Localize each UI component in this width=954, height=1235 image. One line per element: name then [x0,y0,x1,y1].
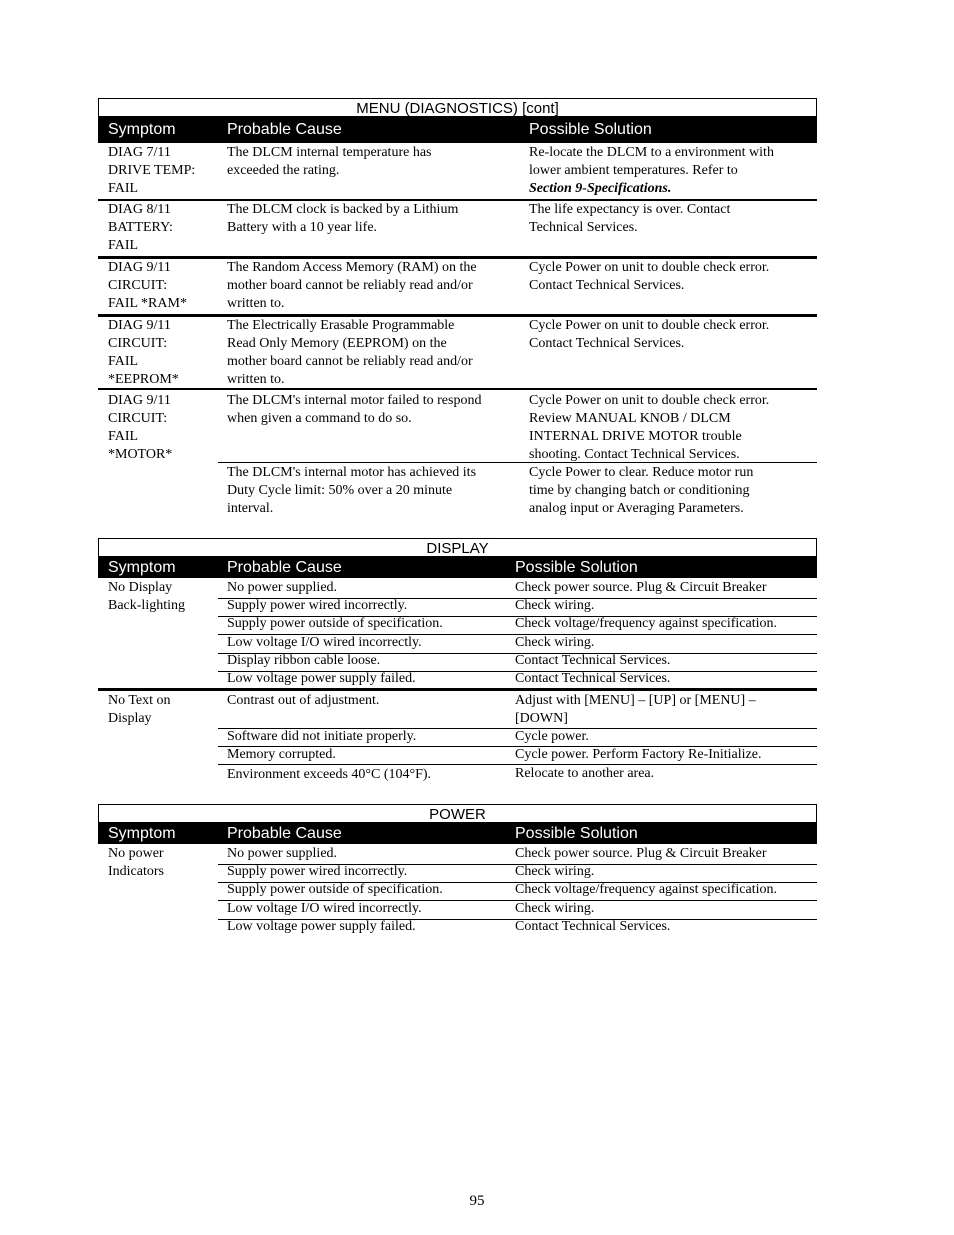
row-solution: The life expectancy is over. Contact Technical Services. [529,202,731,235]
row-divider [98,388,817,390]
row-symptom: DIAG 9/11 CIRCUIT: FAIL *EEPROM* [108,318,179,387]
specifications-reference: Section 9-Specifications. [529,181,672,196]
row-solution: Check wiring. [515,901,595,916]
group-symptom: No power Indicators [108,846,164,879]
row-cause: The DLCM's internal motor has achieved its Duty Cycle limit: 50% over a 20 minute interval. [227,465,477,516]
power-header-row [98,823,817,844]
row-symptom: DIAG 9/11 CIRCUIT: FAIL *RAM* [108,260,187,311]
row-symptom: DIAG 7/11 DRIVE TEMP: FAIL [108,145,196,196]
row-solution: Check voltage/frequency against specification. [515,882,778,897]
cause-header: Probable Cause [227,825,342,842]
group-symptom: No Text on Display [108,693,171,726]
diagnostics-table [98,98,817,523]
row-cause: Software did not initiate properly. [227,729,417,744]
symptom-header: Symptom [108,825,176,842]
row-solution: Cycle power. [515,729,589,744]
row-solution: Check wiring. [515,635,595,650]
row-divider [218,462,817,463]
row-cause: Low voltage power supply failed. [227,671,416,686]
display-header-row [98,557,817,578]
row-cause: Display ribbon cable loose. [227,653,381,668]
power-table [98,804,817,944]
row-solution: Check wiring. [515,864,595,879]
row-cause: No power supplied. [227,580,338,595]
row-solution: Cycle power. Perform Factory Re-Initialize. [515,747,762,762]
row-cause: The DLCM clock is backed by a Lithium Battery with a 10 year life. [227,202,459,235]
row-solution: Relocate to another area. [515,766,655,781]
solution-header: Possible Solution [515,559,638,576]
group-symptom: No Display Back-lighting [108,580,185,613]
solution-header: Possible Solution [515,825,638,842]
display-table [98,538,817,808]
row-solution: Cycle Power on unit to double check error. Review MANUAL KNOB / DLCM INTERNAL DRIVE MOTOR trouble shooting. Contact Technical Services. [529,393,770,462]
row-cause: Supply power wired incorrectly. [227,598,408,613]
diagnostics-body [98,143,817,523]
row-cause: The Random Access Memory (RAM) on the mother board cannot be reliably read and/or written to. [227,260,477,311]
row-cause: Low voltage I/O wired incorrectly. [227,635,422,650]
symptom-header: Symptom [108,559,176,576]
cause-header: Probable Cause [227,559,342,576]
row-solution: Adjust with [MENU] – [UP] or [MENU] – [DOWN] [515,693,756,726]
power-body [98,844,817,944]
row-cause: Supply power outside of specification. [227,616,443,631]
group-divider [98,688,817,691]
row-solution: Contact Technical Services. [515,671,671,686]
row-solution: Cycle Power on unit to double check error. Contact Technical Services. [529,318,770,351]
row-solution: Contact Technical Services. [515,919,671,934]
row-symptom: DIAG 9/11 CIRCUIT: FAIL *MOTOR* [108,393,173,462]
row-solution [529,144,774,198]
row-solution: Check voltage/frequency against specification. [515,616,778,631]
row-symptom: DIAG 8/11 BATTERY: FAIL [108,202,173,253]
symptom-header: Symptom [108,121,176,138]
display-title: DISPLAY [98,538,817,557]
row-cause: Low voltage power supply failed. [227,919,416,934]
row-cause: The DLCM's internal motor failed to respond when given a command to do so. [227,393,482,426]
row-cause: The DLCM internal temperature has exceeded the rating. [227,145,432,178]
row-solution: Check power source. Plug & Circuit Breaker [515,846,767,861]
row-cause: Memory corrupted. [227,747,336,762]
row-cause: Low voltage I/O wired incorrectly. [227,901,422,916]
row-cause: Supply power outside of specification. [227,882,443,897]
row-cause: Environment exceeds 40°C (104°F). [227,767,432,782]
power-title: POWER [98,804,817,823]
row-cause: Supply power wired incorrectly. [227,864,408,879]
diagnostics-header-row [98,117,817,143]
display-body [98,578,817,808]
row-solution-text: Re-locate the DLCM to a environment with lower ambient temperatures. Refer to [529,145,774,178]
cause-header: Probable Cause [227,121,342,138]
row-cause: Contrast out of adjustment. [227,693,380,708]
row-cause: No power supplied. [227,846,338,861]
solution-header: Possible Solution [529,121,652,138]
row-solution: Check power source. Plug & Circuit Breaker [515,580,767,595]
diagnostics-title: MENU (DIAGNOSTICS) [cont] [98,98,817,117]
row-solution: Cycle Power to clear. Reduce motor run time by changing batch or conditioning analog input or Averaging Parameters. [529,465,754,516]
row-solution: Contact Technical Services. [515,653,671,668]
row-solution: Cycle Power on unit to double check error. Contact Technical Services. [529,260,770,293]
page-number: 95 [469,1193,485,1209]
row-solution: Check wiring. [515,598,595,613]
row-cause: The Electrically Erasable Programmable Read Only Memory (EEPROM) on the mother board cannot be reliably read and/or written to. [227,318,473,387]
